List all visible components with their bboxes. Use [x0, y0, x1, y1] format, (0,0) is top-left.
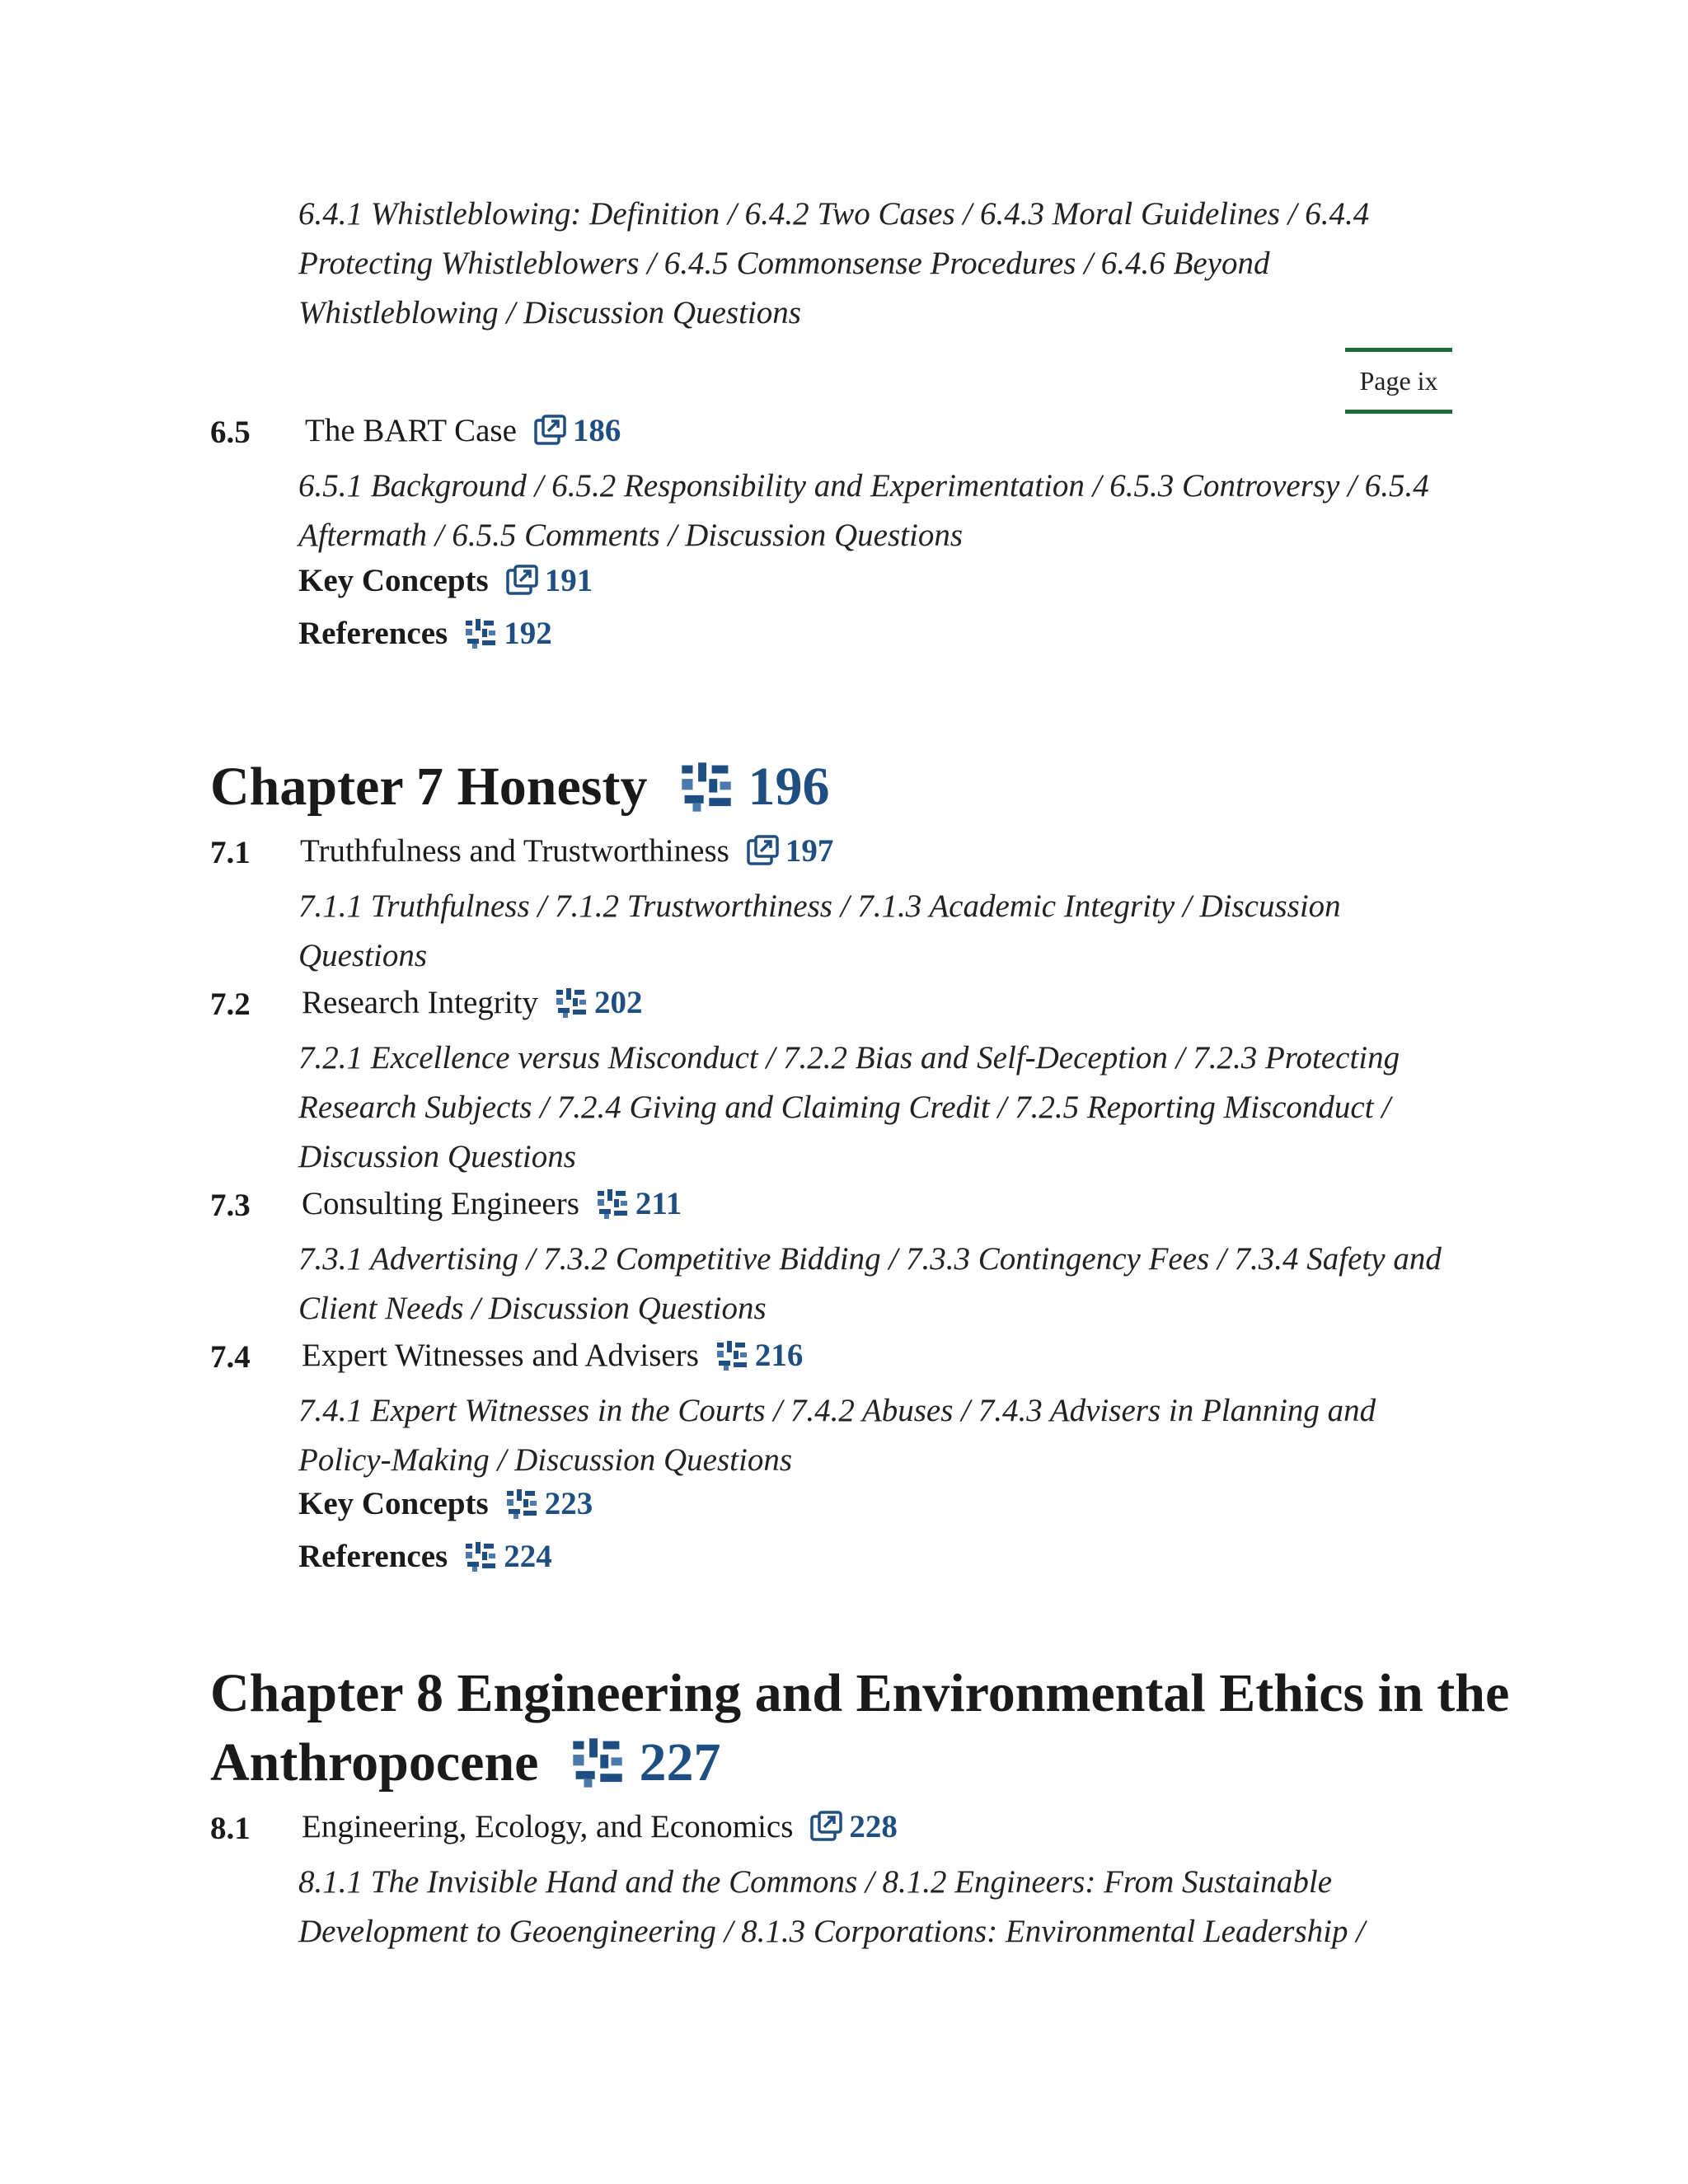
section-number: 7.3: [210, 1188, 251, 1223]
chapter-8-heading-line1: Chapter 8 Engineering and Environmental Ethics in the: [210, 1663, 1510, 1723]
references-entry: [298, 615, 552, 652]
subsection-list-7-4: 7.4.1 Expert Witnesses in the Courts / 7.4.2 Abuses / 7.4.3 Advisers in Planning and Policy-Making / Discussion Questions: [298, 1393, 1376, 1478]
chapter-page-link[interactable]: 227: [639, 1732, 721, 1793]
page-glyph-icon[interactable]: [715, 1339, 748, 1372]
key-concepts-entry: [298, 1485, 593, 1522]
chapter-page-link[interactable]: 196: [748, 757, 830, 817]
references-label: References: [298, 1539, 448, 1574]
external-link-icon[interactable]: [746, 835, 779, 868]
chapter-8-heading-line2: [210, 1727, 720, 1797]
chapter-7-heading: [210, 752, 829, 822]
key-concepts-entry: [298, 562, 593, 599]
page-glyph-icon[interactable]: [505, 1488, 538, 1521]
chapter-title: Chapter 7 Honesty: [210, 757, 648, 817]
section-number: 8.1: [210, 1811, 251, 1846]
external-link-icon[interactable]: [809, 1811, 842, 1844]
section-7-2-heading: [302, 984, 642, 1021]
key-concepts-label: Key Concepts: [298, 563, 489, 598]
references-entry: [298, 1538, 552, 1575]
section-6-5-heading: [305, 412, 621, 449]
section-number: 7.2: [210, 987, 251, 1022]
page-glyph-icon[interactable]: [568, 1736, 627, 1790]
page-glyph-icon[interactable]: [555, 987, 588, 1019]
section-title: Research Integrity: [302, 985, 538, 1020]
key-concepts-label: Key Concepts: [298, 1486, 489, 1521]
page-link[interactable]: 216: [754, 1338, 804, 1373]
references-label: References: [298, 616, 448, 651]
external-link-icon[interactable]: [533, 415, 566, 448]
page-glyph-icon[interactable]: [464, 1540, 497, 1573]
section-7-1-heading: [300, 832, 833, 869]
section-title: Consulting Engineers: [302, 1186, 579, 1221]
subsection-list-7-3: 7.3.1 Advertising / 7.3.2 Competitive Bidding / 7.3.3 Contingency Fees / 7.3.4 Safety and Client Needs / Discussion Questions: [298, 1241, 1442, 1326]
section-8-1-heading: [302, 1808, 898, 1845]
section-title: Truthfulness and Trustworthiness: [300, 833, 729, 869]
subsection-list-8-1: 8.1.1 The Invisible Hand and the Commons / 8.1.2 Engineers: From Sustainable Development to Geoengineering / 8.1.3 Corporations: Environmental Leadership /: [298, 1864, 1366, 1949]
page-link[interactable]: 202: [593, 985, 643, 1020]
section-number: 6.5: [210, 415, 251, 450]
section-7-4-heading: [302, 1337, 803, 1374]
section-7-3-heading: [302, 1185, 682, 1222]
page-glyph-icon[interactable]: [596, 1188, 629, 1221]
page-link[interactable]: 192: [504, 616, 552, 651]
page-link[interactable]: 191: [544, 563, 593, 598]
external-link-icon[interactable]: [505, 565, 538, 598]
page-glyph-icon[interactable]: [464, 617, 497, 650]
subsection-list-7-1: 7.1.1 Truthfulness / 7.1.2 Trustworthiness / 7.1.3 Academic Integrity / Discussion Questions: [298, 888, 1341, 973]
section-number: 7.4: [210, 1339, 251, 1375]
page-link[interactable]: 211: [635, 1186, 682, 1221]
page-link[interactable]: 197: [785, 833, 834, 869]
page-link[interactable]: 186: [572, 413, 621, 448]
page-glyph-icon[interactable]: [677, 760, 736, 814]
subsection-list-6-5: 6.5.1 Background / 6.5.2 Responsibility and Experimentation / 6.5.3 Controversy / 6.5.4 Aftermath / 6.5.5 Comments / Discussion Questions: [298, 468, 1429, 553]
page-link[interactable]: 228: [849, 1809, 898, 1844]
chapter-title: Anthropocene: [210, 1732, 539, 1793]
page-marker: Page ix: [1345, 348, 1452, 414]
page-link[interactable]: 223: [544, 1486, 593, 1521]
section-title: The BART Case: [305, 413, 517, 448]
subsection-list-7-2: 7.2.1 Excellence versus Misconduct / 7.2.2 Bias and Self-Deception / 7.2.3 Protecting Research Subjects / 7.2.4 Giving and Claiming Credit / 7.2.5 Reporting Misconduct / Discussion Questions: [298, 1040, 1400, 1174]
section-number: 7.1: [210, 835, 251, 870]
subsection-list-6-4: 6.4.1 Whistleblowing: Definition / 6.4.2 Two Cases / 6.4.3 Moral Guidelines / 6.4.4 Protecting Whistleblowers / 6.4.5 Commonsense Procedures / 6.4.6 Beyond Whistleblowing / Discussion Questions: [298, 196, 1370, 330]
page-link[interactable]: 224: [504, 1539, 552, 1574]
section-title: Engineering, Ecology, and Economics: [302, 1809, 794, 1844]
section-title: Expert Witnesses and Advisers: [302, 1338, 699, 1373]
